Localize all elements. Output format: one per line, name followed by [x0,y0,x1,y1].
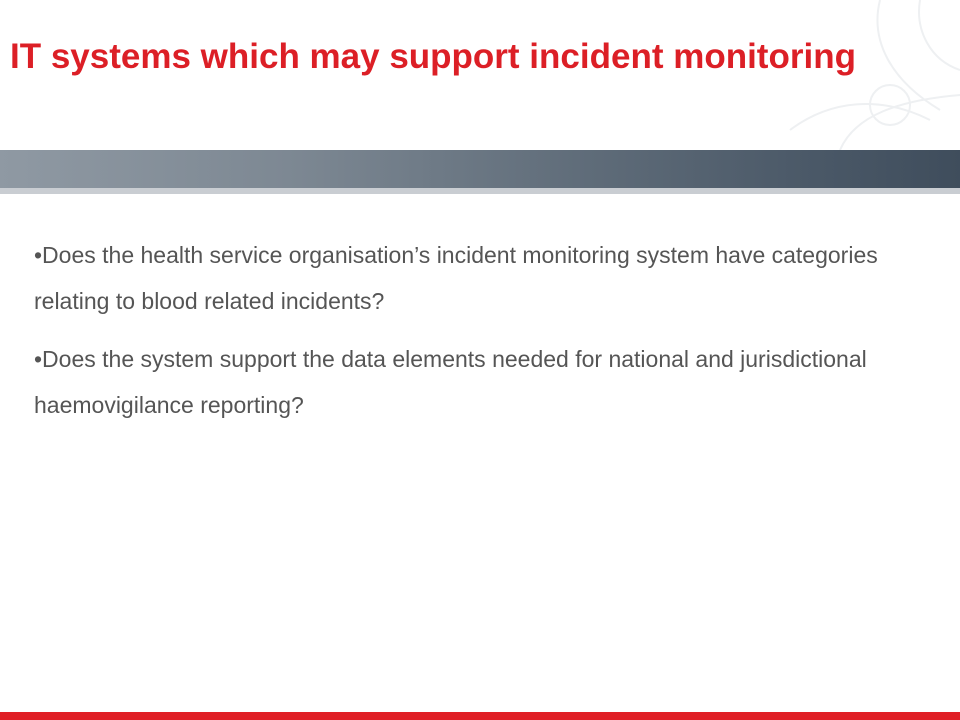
slide-title: IT systems which may support incident monitoring [10,37,856,76]
header-band [0,150,960,188]
header-band-underline [0,188,960,194]
bullet-item-data-elements: •Does the system support the data elements needed for national and jurisdictional haemovigilance reporting? [34,346,867,418]
slide-body [34,232,894,440]
bottom-accent-bar [0,712,960,720]
bullet-item-incident-categories: •Does the health service organisation’s incident monitoring system have categories relating to blood related incidents? [34,242,878,314]
